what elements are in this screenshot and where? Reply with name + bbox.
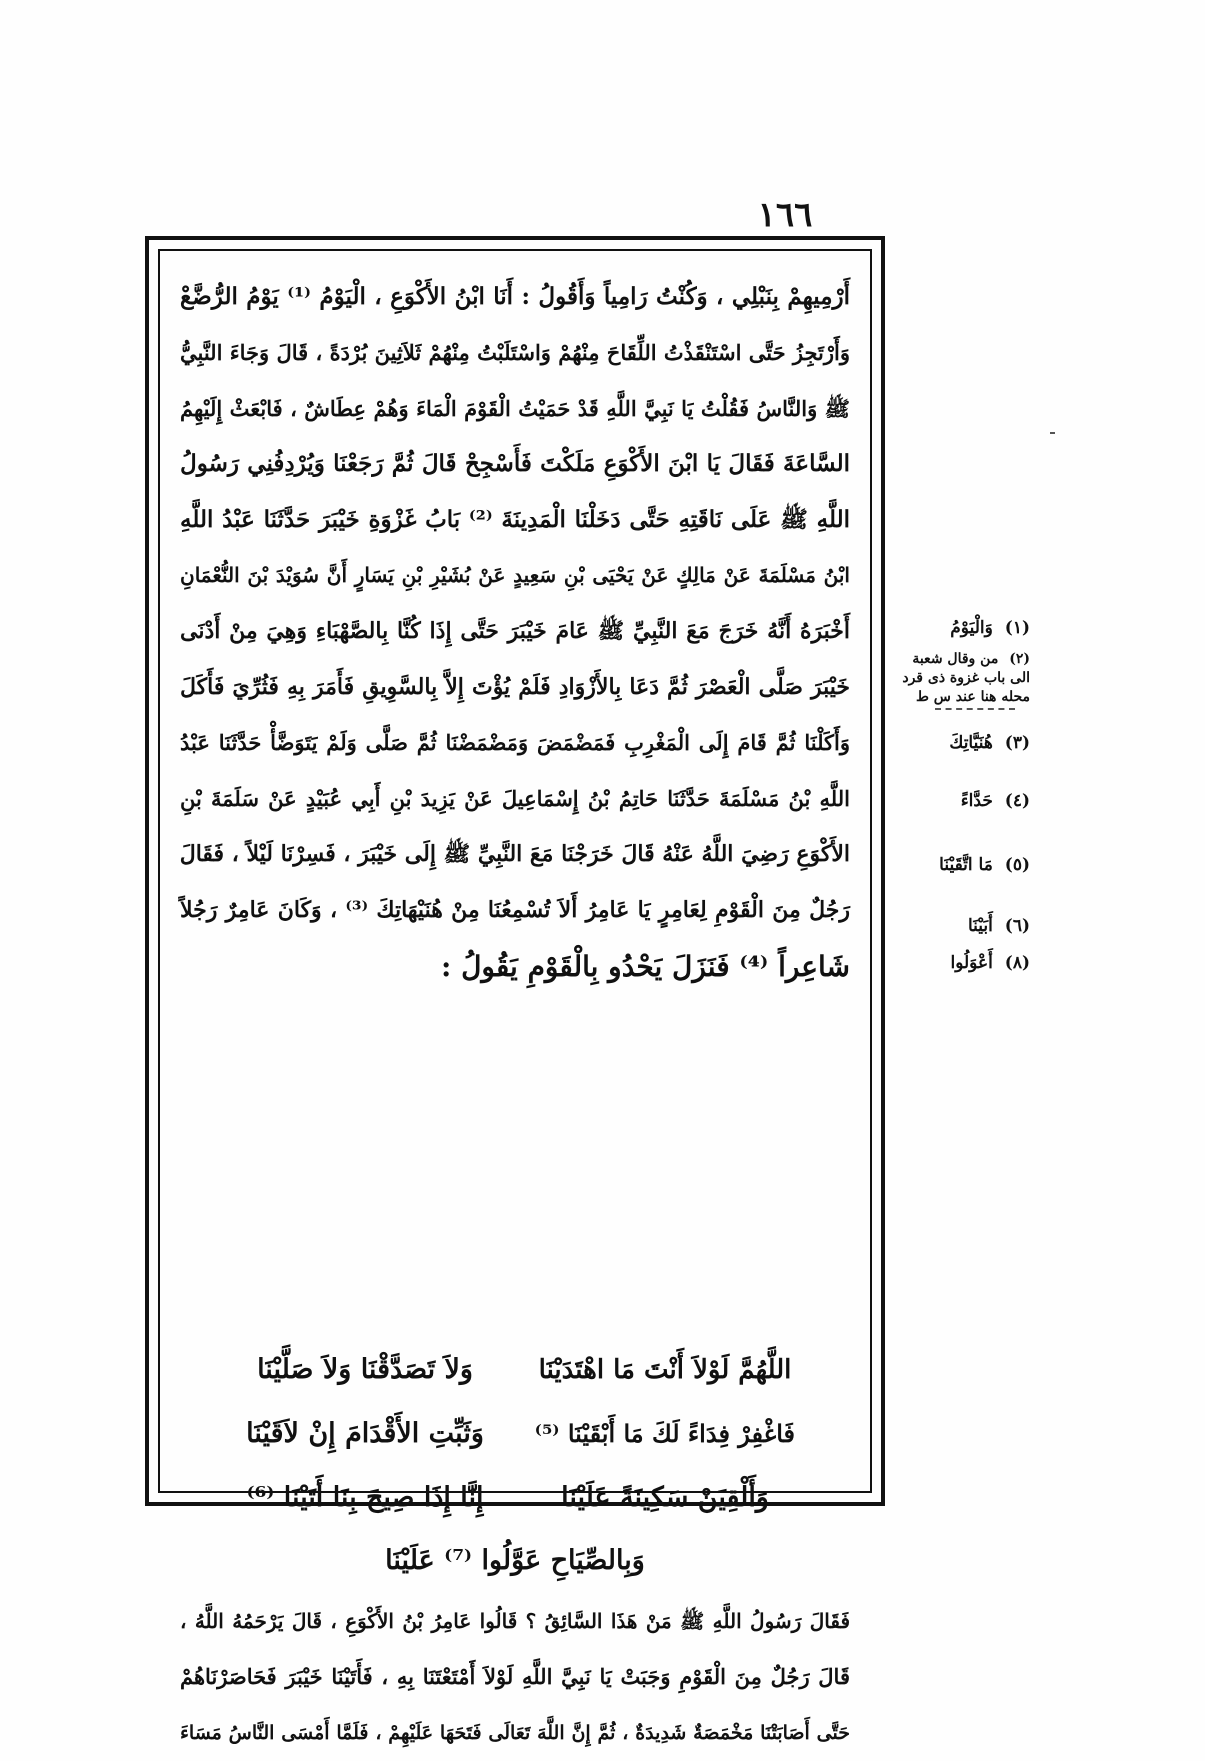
text-line: أَخْبَرَهُ أَنَّهُ خَرَجَ مَعَ النَّبِيِّ ﷺ عَامَ خَيْبَرَ حَتَّى إِذَا كُنَّا بِالصَّهْبَاءِ وَهِيَ مِنْ أَدْنَى [180, 617, 850, 644]
margin-note [890, 855, 1030, 875]
text-line: اللَّهِ ﷺ عَلَى نَاقَتِهِ حَتَّى دَخَلْنَا الْمَدِينَةَ ⁽²⁾ بَابُ غَزْوَةِ خَيْبَرَ حَدَّثَنَا عَبْدُ اللَّهِ [180, 506, 850, 534]
text-line: حَتَّى أَصَابَتْنَا مَخْمَصَةٌ شَدِيدَةٌ ، ثُمَّ إِنَّ اللَّهَ تَعَالَى فَتَحَهَا عَلَيْهِمْ ، فَلَمَّا أَمْسَى النَّاسُ مَسَاءَ [180, 1722, 850, 1744]
text-frame-inner [158, 249, 872, 1744]
verse [180, 1402, 850, 1466]
text-line: خَيْبَرَ صَلَّى الْعَصْرَ ثُمَّ دَعَا بِالأَزْوَادِ فَلَمْ يُؤْتَ إِلاَّ بِالسَّوِيقِ فَأَمَرَ بِهِ فَثُرِّيَ فَأَكَلَ [180, 673, 850, 700]
verse-second-hemistich: وَلاَ تَصَدَّقْنَا وَلاَ صَلَّيْنَا [257, 1354, 473, 1385]
note-text: مَا اتَّقَيْنَا [939, 855, 993, 875]
page-number: ١٦٦ [757, 195, 813, 235]
margin-note [890, 953, 1030, 973]
note-text: من وقال شعبة الى باب غزوة ذى قرد محله هنا عند س ط [902, 651, 1030, 705]
text-line: قَالَ رَجُلٌ مِنَ الْقَوْمِ وَجَبَتْ يَا نَبِيَّ اللَّهِ لَوْلاَ أَمْتَعْتَنَا بِهِ ، فَأَتَيْنَا خَيْبَرَ فَحَاصَرْنَاهُمْ [180, 1664, 850, 1689]
note-number: (٥) [1004, 855, 1030, 875]
text-line: ﷺ وَالنَّاسُ فَقُلْتُ يَا نَبِيَّ اللَّهِ قَدْ حَمَيْتُ الْقَوْمَ الْمَاءَ وَهُمْ عِطَاشٌ ، فَابْعَثْ إِلَيْهِمُ [180, 395, 850, 421]
margin-dashes [935, 708, 1015, 714]
note-number: (٨) [1004, 953, 1030, 973]
margin-note [890, 618, 1030, 638]
note-number: (٣) [1004, 733, 1030, 753]
text-line: أَرْمِيهِمْ بِنَبْلِي ، وَكُنْتُ رَامِياً وَأَقُولُ : أَنَا ابْنُ الأَكْوَعِ ، الْيَوْمُ ⁽¹⁾ يَوْمُ الرُّضَّعْ [180, 283, 851, 310]
note-text: أَعْوَلُوا [950, 953, 993, 973]
main-text [180, 269, 850, 994]
verse-first-hemistich: اللَّهُمَّ لَوْلاَ أَنْتَ مَا اهْتَدَيْنَا [538, 1355, 792, 1385]
verse [180, 1338, 850, 1402]
verse-first-hemistich: وَأَلْقِيَنْ سَكِينَةً عَلَيْنَا [561, 1482, 769, 1513]
ink-speck [1050, 432, 1055, 434]
text-line: اللَّهِ بْنُ مَسْلَمَةَ حَدَّثَنَا حَاتِمُ بْنُ إِسْمَاعِيلَ عَنْ يَزِيدَ بْنِ أَبِي عُبَيْدٍ عَنْ سَلَمَةَ بْنِ [180, 786, 850, 812]
note-text: أَبَيْنَا [967, 916, 993, 936]
verse-first-hemistich: فَاغْفِرْ فِدَاءً لَكَ مَا أَبْقَيْنَا ⁽⁵⁾ [534, 1419, 795, 1448]
bottom-text [180, 1593, 850, 1761]
text-line: السَّاعَةَ فَقَالَ يَا ابْنَ الأَكْوَعِ مَلَكْتَ فَأَسْجِحْ قَالَ ثُمَّ رَجَعْنَا وَيُرْدِفُنِي رَسُولُ [180, 450, 850, 478]
text-line: شَاعِراً ⁽⁴⁾ فَنَزَلَ يَحْدُو بِالْقَوْمِ يَقُولُ : [441, 949, 850, 983]
text-frame [145, 236, 885, 1744]
margin-note [890, 733, 1030, 753]
text-line: ابْنُ مَسْلَمَةَ عَنْ مَالِكٍ عَنْ يَحْيَى بْنِ سَعِيدٍ عَنْ بُشَيْرِ بْنِ يَسَارٍ أَنَّ سُوَيْدَ بْنَ النُّعْمَانِ [180, 562, 850, 587]
note-number: (١) [1004, 618, 1030, 638]
note-number: (٤) [1004, 791, 1030, 811]
note-number: (٢) [1009, 651, 1030, 667]
text-line: رَجُلٌ مِنَ الْقَوْمِ لِعَامِرٍ يَا عَامِرُ أَلاَ تُسْمِعُنَا مِنْ هُنَيْهَاتِكَ ⁽³⁾ ، وَكَانَ عَامِرٌ رَجُلاً [180, 896, 850, 923]
verse-second-hemistich: إِنَّا إِذَا صِيحَ بِنَا أَتَيْنَا ⁽⁶⁾ [246, 1482, 484, 1513]
margin-note [890, 916, 1030, 936]
note-text: حَدَّاءً [960, 791, 993, 811]
verse-single: وَبِالصِّيَاحِ عَوَّلُوا ⁽⁷⁾ عَلَيْنَا [385, 1545, 645, 1576]
text-line: الأَكْوَعِ رَضِيَ اللَّهُ عَنْهُ قَالَ خَرَجْنَا مَعَ النَّبِيِّ ﷺ إِلَى خَيْبَرَ ، فَسِرْنَا لَيْلاً ، فَقَالَ [179, 840, 850, 867]
text-line: وَأَكَلْنَا ثُمَّ قَامَ إِلَى الْمَغْرِبِ فَمَضْمَضَ وَمَضْمَضْنَا ثُمَّ صَلَّى وَلَمْ يَتَوَضَّأْ حَدَّثَنَا عَبْدُ [180, 730, 850, 756]
note-number: (٦) [1004, 916, 1030, 936]
margin-note [890, 650, 1030, 707]
verse [180, 1466, 850, 1530]
note-text: هُنَيَّاتِكَ [949, 733, 993, 753]
verse-second-hemistich: وَثَبِّتِ الأَقْدَامَ إِنْ لاَقَيْنَا [246, 1418, 484, 1449]
text-line: فَقَالَ رَسُولُ اللَّهِ ﷺ مَنْ هَذَا السَّائِقُ ؟ قَالُوا عَامِرُ بْنُ الأَكْوَعِ ، قَالَ يَرْحَمُهُ اللَّهُ ، [180, 1609, 850, 1633]
text-line: وَأَرْتَجِزُ حَتَّى اسْتَنْقَذْتُ اللِّقَاحَ مِنْهُمْ وَاسْتَلَبْتُ مِنْهُمْ ثَلاَثِينَ بُرْدَةً ، قَالَ وَجَاءَ النَّبِيُّ [180, 339, 850, 365]
margin-note [890, 791, 1030, 811]
poem-verses [180, 1338, 850, 1592]
note-text: وَالْيَوْمُ [950, 618, 993, 638]
